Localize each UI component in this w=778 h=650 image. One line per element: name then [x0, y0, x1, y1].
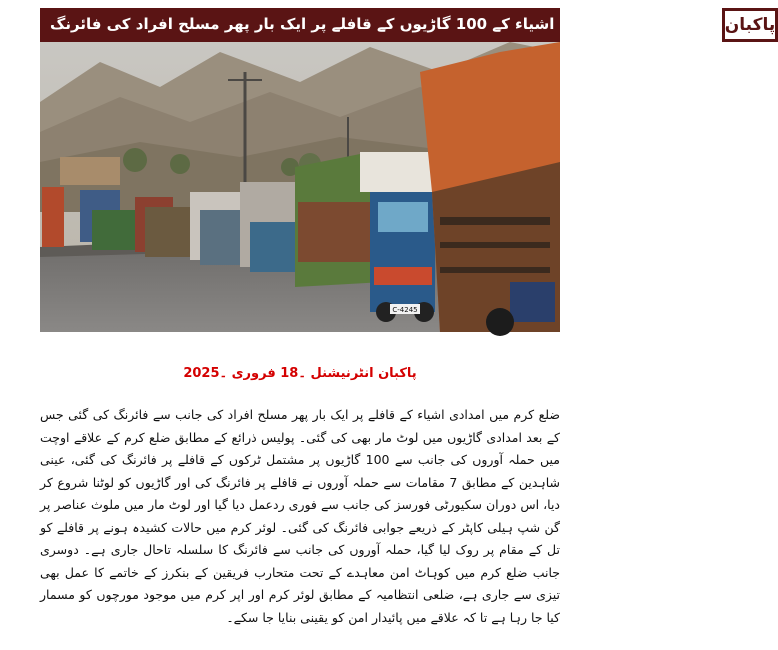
truck-plate: C-4245: [392, 306, 418, 314]
headline: ضلع کرم میں امدادی اشیاء کے 100 گاڑیوں کے قافلے پر ایک بار پھر مسلح افراد کی فائرنگ: [50, 15, 714, 33]
article-body: [40, 404, 560, 629]
dateline: پاکبان انٹرنیشنل ۔18 فروری ۔2025: [183, 366, 417, 381]
article-paragraph: ضلع کرم میں امدادی اشیاء کے قافلے پر ایک بار پھر مسلح افراد کی جانب سے فائرنگ کی گئی جس کے بعد امدادی گاڑیوں میں لوٹ مار بھی کی گئی۔ پولیس ذرائع کے مطابق ضلع کرم کے علاقے اوچت میں حملہ آوروں کی جانب سے 100 گاڑیوں پر مشتمل ٹرکوں کے قافلے پر فائرنگ کی گئی، عینی شاہدین کے مطابق 7 مقامات سے حملہ آوروں نے قافلے پر فائرنگ کی اور گاڑیوں کو لوٹنا شروع کر دیا، اس دوران سکیورٹی فورسز کی جانب سے فوری ردعمل دیا گیا اور لوٹ مار میں ملوث عناصر پر گن شپ ہیلی کاپٹر کے ذریعے جوابی فائرنگ کی گئی۔ لوئر کرم میں حالات کشیدہ ہونے پر قافلے کو تل کے مقام پر روک لیا گیا، حملہ آوروں کی جانب سے فائرنگ کا سلسلہ تاحال جاری ہے۔ دوسری جانب ضلع کرم میں کوہاٹ امن معاہدے کے تحت متحارب فریقین کے بنکرز کے خاتمے کا عمل بھی تیزی سے جاری ہے، ضلعی انتظامیہ کے مطابق لوئر کرم اور اپر کرم میں موجود مورچوں کو مسمار کیا جا رہا ہے تا کہ علاقے میں پائیدار امن کو یقینی بنایا جا سکے۔: [40, 407, 560, 625]
headline-banner: [40, 8, 776, 42]
news-photo: [40, 42, 560, 332]
truck-convoy-photo: [40, 42, 560, 332]
brand-logo: پاکبان: [722, 8, 778, 42]
